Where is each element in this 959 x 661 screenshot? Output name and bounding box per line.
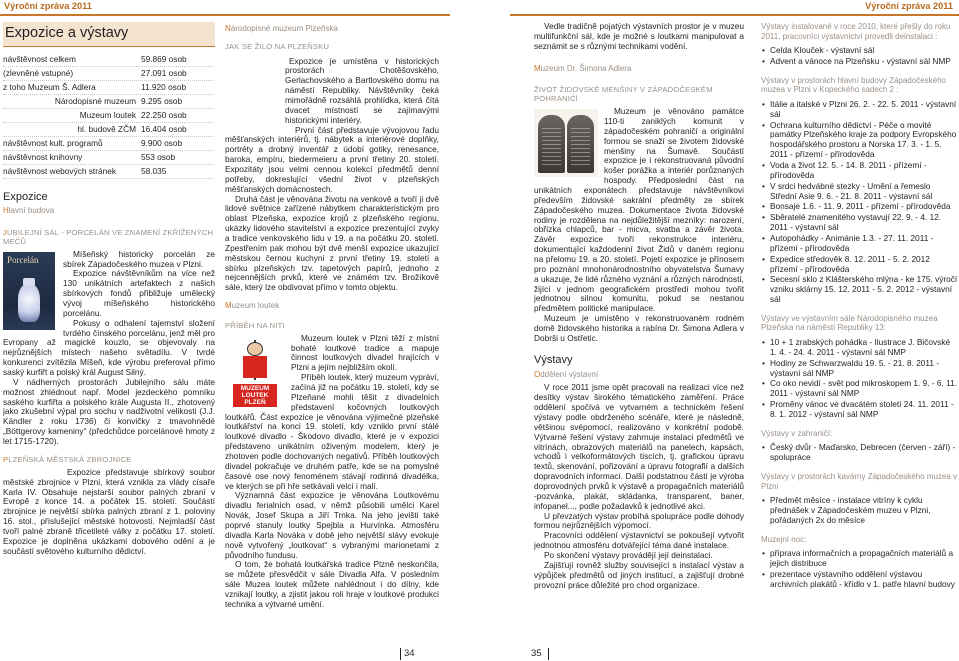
jak-se-zilo-heading: JAK SE ŽILO NA PLZEŇSKU	[225, 41, 330, 51]
stats-row	[3, 151, 213, 165]
oddeleni-vystavni-heading: Oddělení výstavní	[534, 369, 599, 379]
page-number-bar-right	[548, 648, 549, 660]
stats-label: z toho Muzeum Š. Adlera	[3, 81, 96, 92]
ml-paragraph-2: Příběh loutek, který muzeum vypráví, začíná již na počátku 19. století, kdy se Plzeňané mohli těšit z divadelních představení kočovných loutkových loutkářů. Část expozice je věnována výjimečné plzeňské loutkářství na konci 19. století, kdy vzniklo první stálé loutkové divadlo - Škodovo divadlo, které je v expozici představeno unikátním oživeným modelem, který je zhotoven podle dochovaných negativů. Příběh loutkových divadel pokračuje ve druhém patře, kde se na pomyslné časové ose nový fenoménem stávají rodinná divadélka, ve kterých se při hře setkávali velcí i malí.	[225, 372, 439, 491]
porcelain-paragraph-2: Expozice návštěvníkům na více než 130 unikátních artefaktech z našich sbírkových fondů přibližuje umělecký vývoj míšeňského historického porcelánu.	[63, 268, 215, 318]
hlavni-budova-subheading: Hlavní budova	[3, 206, 55, 216]
pribeh-na-niti-heading: PŘÍBĚH NA NITI	[225, 320, 285, 330]
adler-paragraph-2: Muzeum je umístěno v rekonstruovaném rodném domě židovského historika a rabína Dr. Šimona Adlera v Dobrši u Ostřetic.	[534, 313, 744, 343]
narodopisne-muzeum-heading: Národopisné muzeum Plzeňska	[225, 24, 338, 33]
jubilejni-sal-heading: JUBILEJNÍ SÁL - PORCELÁN VE ZNAMENÍ ZKŘÍŽENÝCH MEČŮ	[3, 227, 214, 246]
vystavy-paragraph-4: Po skončení výstavy provádějí její deinstalaci.	[544, 549, 713, 560]
header-rule-left	[0, 14, 450, 16]
np-paragraph-2: První část představuje vývojovou řadu měšťanských interiérů, tj. nábytek a interiérové doplňky, portréty a drobný inventář z údobí gotiky, renesance, baroka, empíru, biedermeieru a první třetiny 20. století. Expozitáty jsou velmi cennou kolekcí předmětů denní potřeby, dokreslující všední život v plzeňských měšťanských domácnostech.	[225, 124, 439, 194]
list-item: • Proměny vánoc ve dvacátém století 24. 11. 2011 - 8. 1. 2012 - výstavní sál NMP	[761, 400, 959, 420]
header-title-right: Výroční zpráva 2011	[865, 1, 953, 11]
adler-paragraph-1: Muzeum je věnováno památce 110-ti zaniklých komunit v západočeském pohraničí a originální formou se snaží se životem židovské menšiny na Šumavě. Součástí expozice je i rekonstruovaná původní košer porážka a interiér porůznaných hospody. Předposlední část na unikátních exponátech představuje návštěvníkovi především židovské sakrální předměty ze sbírek Západočeského muzea. Dokumentace života židovské rodiny je rozdělena na nejdůležitější mezníky: narození, obřízka chlapců, bar - micva, svatba a závěr života. Závěr expozice tvoří rekonstrukce interiéru, dokumentující každodenní život Židů v daném regionu na přelomu 19. a 20. století. Pojetí expozice je přínosem pro poznání mnohonárodnostního obyvatelstva Šumavy a ukazuje, že lidé různého vyznání a různých národností, žijící v jednom geografickém prostředí mohou tvořit jednotnou silnou komunitu, pokud se nestanou předmětem politické manipulace.	[534, 106, 744, 314]
stats-value: 553 osob	[141, 151, 176, 162]
page-number-left: 34	[404, 648, 415, 659]
list-item: • Expedice středověk 8. 12. 2011 - 5. 2. 2012 přízemí - přírodověda	[761, 255, 959, 275]
main-title-box	[3, 22, 215, 47]
list-item: • Secesní sklo z Klášterského mlýna - ke 175. výročí vzniku sklárny 15. 12. 2011 - 5. 2. 2012 - výstavní sál	[761, 275, 959, 305]
np-paragraph-3: Druhá část je věnována životu na venkově a tvoří ji dvě lidové světnice zařízené nábytkem charakteristickým pro oblast Plzeňska, expozice krojů z plzeňského regionu, ukázky lidového stavitelství a expozice prezentující zvyky a tradice venkovského lidu v 19. a na počátku 20. století. Zpestřením pak mohou být dvě menší expozice ukazující městskou černou kuchyni z první třetiny 19. století a sbírku plzeňských tzv. tapetových papírů, jednoho z nejcennějších prvků, které ve známém tzv. Brožíkově sále, který lze obdivovat přímo v tomto objektu.	[225, 193, 439, 293]
list-item: • Český dvůr - Maďarsko, Debrecen (červen - září) - spolupráce	[761, 443, 959, 463]
vystavy-paragraph-3: Pracovníci oddělení výstavnictví se pokoušejí vytvořit jednotnou atmosféru dotvářející téma dané instalace.	[534, 530, 744, 551]
stats-label: návštěvnost kult. programů	[3, 137, 103, 148]
stats-row	[3, 109, 213, 123]
stats-row	[3, 95, 213, 109]
zbrojnice-paragraph: Expozice představuje sbírkový soubor městské zbrojnice v Plzni, která vznikla za vlády císaře Karla IV. Obsahuje nejstarší soubor palných zbraní v Evropě z konce 14. a počátek 15. století. Součástí zbrojnice je největší sbírka palných zbraní z 1. poloviny 16. stol., příslušející městské hotovosti. Nejmladší část tvoří palné zbraně třicetileté války z počátku 17. století. Expozice je doplněna ukázkami dobového odění a je součástí světového kulturního dědictví.	[3, 466, 215, 556]
porcelain-book-cover-image	[3, 252, 55, 330]
list-item: • Sběratelé znamenitého vystavují 22. 9. - 4. 12. 2011 - výstavní sál	[761, 213, 959, 233]
porcelain-paragraph-4: V nádherných prostorách Jubilejního sálu máte možnost zhlédnout např. Model jezdeckého pomníku saského kurfiřta a polského krále Augusta II., zhotovený jako zkušební výpal pro sochu v nadživotní velikosti (J.J. Kändler z roku 1736) či konvičky z tmavohnědé „Böttgerovy kameniny“ (předchůdce porcelánové hmoty z let 1715-1720).	[3, 376, 215, 446]
vystavy-paragraph-1: V roce 2011 jsme opět pracovali na realizaci více než desítky výstav širokého tématického zaměření. Práce oddělení spočívá ve vytvarném a technickém řešení výstavy podle obdrženého scénáře, které je následně, většinou svépomocí, realizováno v konkrétní podobě. Výtvarné řešení výstavy zahrnuje instalaci předmětů ve vitrínách, obrazových materiálů na panelech, kapsách, vchodů i velkoformátových tiscích, tj. grafickou úpravu textů, skenování, pořizování a úpravu fotografií a dalších dopravodních informací. Další podstatnou částí je výroba doprovodných prvků k výstavě a propagačních materiálů -pozvánka, plakát, skládanka, transparent, baner, infopanel..., podle požadavků k jednotlivé akci.	[534, 382, 744, 511]
vystavy-paragraph-5: Zajišťují rovněž služby související s instalací výstav a výpůjček předmětů od jiných institucí, a zajišťují drobné provozní práce důležité pro chod organizace.	[534, 559, 744, 590]
list-item: • Voda a život 12. 5. - 14. 8. 2011 - přízemí - přírodověda	[761, 161, 959, 181]
column-2	[222, 22, 439, 657]
stats-row	[3, 53, 213, 67]
page-number-right: 35	[531, 648, 542, 659]
porcelain-paragraph-1: Míšeňský historický porcelán ze sbírek Západočeského muzea v Plzni.	[63, 248, 215, 269]
stats-value: 59.869 osob	[141, 53, 187, 64]
muzeum-loutek-logo-image	[225, 336, 285, 406]
ml-paragraph-3: Významná část expozice je věnována Loutkovému divadlu ferialních osad, v němž působili umělci Karel Novák, Josef Skupa a Jiří Trnka. Na jeho jevišti také poprvé stanuly loutky Spejbla a Hurvínka. Atmosféru divadla Karla Nováka v době jeho největší slávy evokuje nově vytvořený „loutkovat“ s vybranými marionetami z původního fundusu.	[225, 490, 439, 560]
list-item: • Advent a vánoce na Plzeňsku - výstavní sál NMP	[761, 57, 959, 67]
muzeum-loutek-heading: Muzeum loutek	[225, 301, 280, 311]
np-paragraph-1: Expozice je umístěna v historických prostorách Chotěšovského, Gerlachovského a Bartlovského domu na náměstí Republiky. Návštěvníky čeká mimořádně rozsáhlá prohlídka, která čítá dvacet místností se zajímavými historickými interiéry.	[285, 55, 439, 125]
stats-label: návštěvnost webových stránek	[3, 165, 116, 176]
porcelain-paragraph-3: Pokusy o odhalení tajemství složení tvrdého čínského porcelánu, jenž měl pro Evropany až magické kouzlo, se objevovaly na nejrůznějších místech našeho světadílu. V tvrdé konkurenci zvítězila Míšeň, kde výrobu preferoval přímo saský kurfiřt a polský král August Silný.	[3, 317, 215, 377]
expozice-heading: Expozice	[3, 191, 48, 203]
page-number-bar-left	[400, 648, 401, 660]
list-item: • Autopohádky - Animánie 1.3. - 27. 11. 2011 - přízemí - přírodověda	[761, 234, 959, 254]
stats-label: (zlevněné vstupné)	[3, 67, 74, 78]
list-item: • V srdci hedvábné stezky - Umění a řemeslo Střední Asie 9. 6. - 21. 8. 2011 - výstavní sál	[761, 182, 959, 202]
ml-paragraph-5: Vedle tradičně pojatých výstavních prostor je v muzeu multifunkční sál, kde je možné s loutkami manipulovat a seznámit se s různými technikami vodění.	[534, 22, 744, 51]
stats-label: hl. budově ZČM	[77, 123, 136, 134]
header-title-left: Výroční zpráva 2011	[4, 1, 92, 11]
list-3	[761, 338, 959, 420]
list-6	[761, 549, 959, 589]
stats-value: 27.091 osob	[141, 67, 187, 78]
list-item: • Předmět měsíce - instalace vitríny k cyklu přednášek v Západočeském muzeu v Plzni, pořádaných 2x do měsíce	[761, 496, 959, 526]
stats-row	[3, 123, 213, 137]
list-heading-5: Výstavy v prostorách kavárny Západočeského muzea v Plzni	[761, 472, 958, 491]
list-2	[761, 100, 959, 305]
list-item: • Co oko nevidí - svět pod mikroskopem 1. 9. - 6. 11. 2011 - výstavní sál NMP	[761, 379, 959, 399]
header-rule-right	[510, 14, 959, 16]
list-item: • Celda Klouček - výstavní sál	[761, 46, 959, 56]
zbrojnice-heading: PLZEŇSKÁ MĚSTSKÁ ZBROJNICE	[3, 454, 132, 464]
list-heading-3: Výstavy ve výstavním sále Národopisného muzea Plzeňska na náměstí Republiky 13:	[761, 313, 938, 333]
list-item: • Ochrana kulturního dědictví - Péče o movité památky Plzeňského kraje za podpory Evropského hospodářského prostoru a Norska 17. 3. - 1. 5. 2011 - přízemí - přírodověda	[761, 121, 959, 160]
list-heading-1: Výstavy instalované v roce 2010, které přešly do roku 2011, pracovníci výstavnictví provedli deinstalaci :	[761, 22, 951, 41]
stats-table	[3, 53, 213, 179]
page-header	[0, 0, 959, 14]
list-heading-2: Výstavy v prostorách hlavní budovy Západočeského muzea v Plzni v Kopeckého sadech 2 :	[761, 75, 946, 95]
list-item: • 10 + 1 zrabských pohádka - Ilustrace J. Bičovské 1. 4. - 24. 4. 2011 - výstavní sál NMP	[761, 338, 959, 358]
column-3	[531, 22, 744, 657]
ml-paragraph-4: O tom, že bohatá loutkářská tradice Plzně neskončila, se můžete přesvědčit v sále Divadla Alfa. V posledním sále Muzea loutek můžete nahlédnout i do dílny, kde vznikají loutky, a zjistit jakou roli hraje v loutkové produkci technika a výtvarné umění.	[225, 559, 439, 609]
stats-value: 9.900 osob	[141, 137, 183, 148]
stats-row	[3, 165, 213, 179]
stats-row	[3, 67, 213, 81]
column-4	[761, 22, 959, 657]
vystavy-paragraph-2: U převzatých výstav probíhá spolupráce podle dohody formou nejrůznějších výpomocí.	[534, 510, 744, 531]
list-item: • Itálie a italské v Plzni 26. 2. - 22. 5. 2011 - výstavní sál	[761, 100, 959, 120]
list-heading-4: Výstavy v zahraničí:	[761, 428, 833, 438]
stats-value: 11.920 osob	[141, 81, 187, 92]
logo-label: MUZEUM LOUTEK PLZEŇ	[233, 384, 277, 407]
stats-value: 16.404 osob	[141, 123, 187, 134]
ml-paragraph-1: Muzeum loutek v Plzni těží z místní bohaté loutkové tradice a mapuje činnost loutkových divadel hrajících v Plzni a jejím nejbližším okolí.	[291, 332, 439, 373]
vase-image	[18, 284, 40, 322]
list-4	[761, 443, 959, 463]
stats-label: Muzeum loutek	[79, 109, 136, 120]
stats-value: 22.250 osob	[141, 109, 187, 120]
list-item: • Hodiny ze Schwarzwaldu 19. 5. - 21. 8. 2011 - výstavní sál NMP	[761, 359, 959, 379]
stats-label: návštěvnost knihovny	[3, 151, 83, 162]
list-5	[761, 496, 959, 526]
stats-row	[3, 137, 213, 151]
column-1	[0, 22, 215, 657]
stats-value: 9.295 osob	[141, 95, 183, 106]
list-item: • příprava informačních a propagačních materiálů a jejich distribuce	[761, 549, 959, 569]
list-item: • prezentace výstavního oddělení výstavou archivních plakátů - křídlo v 1. patře hlavní budovy	[761, 570, 959, 590]
stats-row	[3, 81, 213, 95]
muzeum-adlera-heading: Muzeum Dr. Šimona Adlera	[534, 63, 632, 73]
cover-title: Porcelán	[7, 254, 39, 265]
list-1	[761, 46, 959, 67]
list-heading-6: Muzejní noc:	[761, 534, 807, 544]
main-title: Expozice a výstavy	[5, 25, 129, 41]
stats-label: návštěvnost celkem	[3, 53, 76, 64]
stats-label: Národopisné muzeum	[54, 95, 136, 106]
vystavy-heading: Výstavy	[534, 353, 573, 366]
stats-value: 58.035	[141, 165, 167, 176]
stone-tablets-image	[534, 109, 598, 177]
zidovske-mensiny-heading: ŽIVOT ŽIDOVSKÉ MENŠINY V ZÁPADOČESKÉM POHRANIČÍ	[534, 85, 713, 104]
list-item: • Bonsaje 1.6. - 11. 9. 2011 - přízemí - přírodověda	[761, 202, 959, 212]
